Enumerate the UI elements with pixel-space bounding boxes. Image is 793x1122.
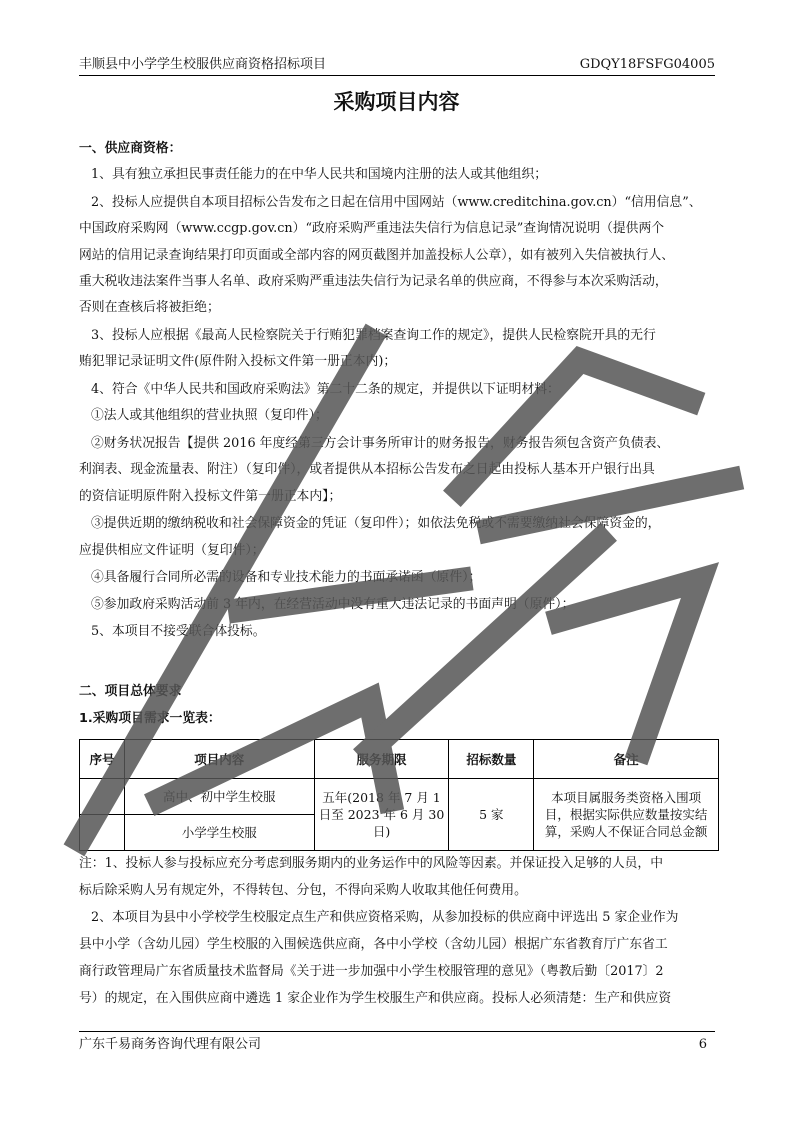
section-2-heading: 二、项目总体要求 xyxy=(79,684,182,699)
page-number: 6 xyxy=(698,1037,707,1052)
remark-line: 算，采购人不保证合同总金额 xyxy=(544,824,708,839)
paragraph-line: ③提供近期的缴纳税收和社会保障资金的凭证（复印件）；如依法免税或不需要缴纳社会保障资金的， xyxy=(91,516,661,531)
paragraph-line: ⑤参加政府采购活动前 3 年内，在经营活动中没有重大违法记录的书面声明（原件）； xyxy=(91,597,575,612)
section-2-subheading: 1.采购项目需求一览表： xyxy=(79,711,221,726)
note-line: 商行政管理局广东省质量技术监督局《关于进一步加强中小学生校服管理的意见》（粤教后勤〔2017〕2 xyxy=(79,964,664,979)
paragraph-line: 贿犯罪记录证明文件(原件附入投标文件第一册正本内)； xyxy=(79,354,397,369)
requirements-table xyxy=(79,739,719,851)
table-row xyxy=(80,779,719,815)
footer-rule xyxy=(79,1031,715,1032)
row-number-cell xyxy=(80,779,125,815)
table-header-cell: 项目内容 xyxy=(124,740,314,779)
remark-cell xyxy=(534,779,719,851)
period-line: 日) xyxy=(372,824,391,839)
remark-line: 本项目属服务类资格入围项 xyxy=(551,790,702,805)
table-header-row xyxy=(80,740,719,779)
table-header-cell: 招标数量 xyxy=(449,740,534,779)
header-project-code: GDQY18FSFG04005 xyxy=(579,57,715,72)
footer-company: 广东千易商务咨询代理有限公司 xyxy=(79,1037,262,1052)
note-line: 注：1、投标人参与投标应充分考虑到服务期内的业务运作中的风险等因素。并保证投入足够的人员，中 xyxy=(79,856,664,871)
paragraph-line: 2、投标人应提供自本项目招标公告发布之日起在信用中国网站（www.creditchina.gov.cn）“信用信息”、 xyxy=(91,195,702,210)
period-line: 五年(2018 年 7 月 1 xyxy=(322,790,441,805)
period-line: 日至 2023 年 6 月 30 xyxy=(318,807,445,822)
remark-line: 目，根据实际供应数量按实结 xyxy=(544,807,708,822)
content-cell: 小学学生校服 xyxy=(124,815,314,851)
table-header-cell: 备注 xyxy=(534,740,719,779)
page-header xyxy=(79,57,715,73)
paragraph-line: 否则在查核后将被拒绝； xyxy=(79,300,220,315)
quantity-cell: 5 家 xyxy=(449,779,534,851)
paragraph-line: 1、具有独立承担民事责任能力的在中华人民共和国境内注册的法人或其他组织； xyxy=(91,167,548,182)
note-line: 2、本项目为县中小学校学生校服定点生产和供应资格采购，从参加投标的供应商中评选出 5 家企业作为 xyxy=(91,910,679,925)
paragraph-line: 重大税收违法案件当事人名单、政府采购严重违法失信行为记录名单的供应商，不得参与本次采购活动， xyxy=(79,274,668,289)
page-title: 采购项目内容 xyxy=(333,90,460,114)
paragraph-line: 4、符合《中华人民共和国政府采购法》第二十二条的规定，并提供以下证明材料： xyxy=(91,382,560,397)
paragraph-line: ①法人或其他组织的营业执照（复印件）； xyxy=(91,408,328,423)
note-line: 县中小学（含幼儿园）学生校服的入围候选供应商，各中小学校（含幼儿园）根据广东省教育厅广东省工 xyxy=(79,937,668,952)
paragraph-line: 应提供相应文件证明（复印件）； xyxy=(79,543,265,558)
paragraph-line: 中国政府采购网（www.ccgp.gov.cn）“政府采购严重违法失信行为信息记录”查询情况说明（提供两个 xyxy=(79,221,665,236)
paragraph-line: 利润表、现金流量表、附注）（复印件），或者提供从本招标公告发布之日起由投标人基本开户银行出具 xyxy=(79,462,655,477)
note-line: 标后除采购人另有规定外，不得转包、分包，不得向采购人收取其他任何费用。 xyxy=(79,883,527,898)
note-line: 号）的规定，在入围供应商中遴选 1 家企业作为学生校服生产和供应商。投标人必须清楚：生产和供应资 xyxy=(79,991,672,1006)
table-header-cell: 服务期限 xyxy=(314,740,449,779)
paragraph-line: 3、投标人应根据《最高人民检察院关于行贿犯罪档案查询工作的规定》，提供人民检察院开具的无行 xyxy=(91,328,656,343)
paragraph-line: 5、本项目不接受联合体投标。 xyxy=(91,624,266,639)
row-number-cell xyxy=(80,815,125,851)
paragraph-line: 的资信证明原件附入投标文件第一册正本内】； xyxy=(79,489,342,504)
paragraph-line: 网站的信用记录查询结果打印页面或全部内容的网页截图并加盖投标人公章），如有被列入失信被执行人、 xyxy=(79,248,675,263)
page-footer xyxy=(79,1037,715,1053)
header-project-name: 丰顺县中小学学生校服供应商资格招标项目 xyxy=(79,57,327,72)
section-1-heading: 一、供应商资格： xyxy=(79,141,182,156)
table-header-cell: 序号 xyxy=(80,740,125,779)
period-cell xyxy=(314,779,449,851)
header-rule xyxy=(79,75,715,76)
paragraph-line: ②财务状况报告【提供 2016 年度经第三方会计事务所审计的财务报告，财务报告须包含资产负债表、 xyxy=(91,436,670,451)
paragraph-line: ④具备履行合同所必需的设备和专业技术能力的书面承诺函（原件）； xyxy=(91,570,482,585)
content-cell: 高中、初中学生校服 xyxy=(124,779,314,815)
